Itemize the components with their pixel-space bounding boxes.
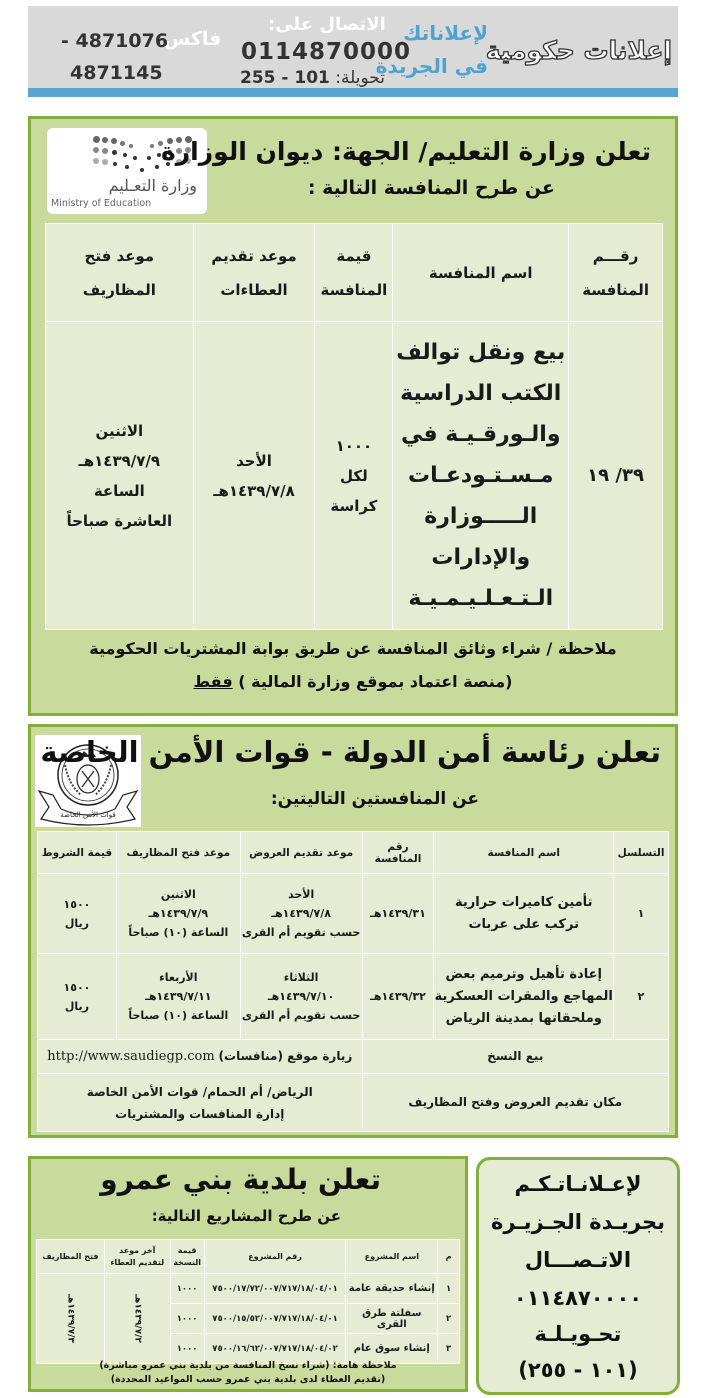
submission-day: الأحد [236,451,272,470]
ad-jazirah-promo [476,1157,680,1395]
submission-hijri-date: ١٤٣٩/٧/٨هـ [271,907,331,920]
ad-state-security [28,724,678,1138]
sequence: ١ [614,874,669,954]
copy-price: ١٠٠٠ [170,1304,204,1334]
extension-label: تحويلة: [335,68,385,88]
col-submission-date: موعد تقديم العروض [240,832,362,874]
value-unit: كراسة [330,496,378,515]
ad-bani-amr-municipality [28,1156,468,1392]
ad1-tender-table [45,223,663,630]
copies-sale-label: بيع النسخ [362,1040,669,1074]
tender-number: ٣٩/ ١٩ [569,322,663,630]
price-amount: ١٥٠٠ [63,980,91,994]
banner-title: إعلانات حكومية [485,36,672,65]
svg-text:قوات الأمن الخاصة: قوات الأمن الخاصة [60,811,116,819]
opening-day: الاثنين [160,888,196,901]
col-tender-number: رقم المنافسة [362,832,434,874]
visit-site-label: زيارة موقع (منافسات) [218,1049,353,1063]
fax-number-1: - 4871076 [61,30,169,52]
col-seq: م [438,1240,460,1274]
ad3-note-line2: (تقديم العطاء لدى بلدية بني عمرو حسب المواعيد المحددة) [110,1374,386,1385]
submission-date [193,322,315,630]
fax-label: فاكس [164,28,222,50]
header-banner [28,6,678,88]
project-number: ٧٥٠٠/١٦/٦٢/٠٠٧/٧١٧/١٨/٠٤/٠٢ [204,1334,346,1364]
contact-phone: 0114870000 [241,39,412,65]
ad1-title: تعلن وزارة التعليم/ الجهة: ديوان الوزارة [161,137,651,166]
extension-value: 255 - 101 [240,68,330,88]
banner-accent-stripe [28,88,678,97]
fax-number-2: 4871145 [70,62,163,84]
table-header-row [46,224,663,322]
location-row [38,1074,669,1132]
price-currency: ريال [64,916,90,930]
tender-value [315,322,393,630]
terms-price [38,874,117,954]
ad3-projects-table [36,1239,460,1364]
ad2-title: تعلن رئاسة أمن الدولة - قوات الأمن الخاصة [40,735,661,769]
name-line: المهاجع والمقرات العسكرية [434,988,613,1004]
table-row [38,874,669,954]
location-line1: الرياض/ أم الحمام/ قوات الأمن الخاصة [86,1084,313,1099]
col-submission-date: موعد تقديم العطاءات [193,224,315,322]
col-tender-value: قيمة المنافسة [315,224,393,322]
project-name: سفلتة طرق القرى [346,1304,438,1334]
banner-ads-line1: لإعلاناتك [403,21,488,45]
opening-hijri-date: ١٤٣٩/٧/١١هـ [145,990,212,1003]
value-amount: ١٠٠٠ [335,436,373,455]
opening-date [46,322,194,630]
seq: ١ [438,1274,460,1304]
copies-sale-value [38,1040,363,1074]
opening-time: الساعة (١٠) صباحاً [128,926,229,939]
opening-date: ١٤٣٩/٧/٣هـ [37,1274,105,1364]
ad1-subtitle: عن طرح المنافسة التالية : [307,177,555,199]
table-header-row [37,1240,460,1274]
promo-line-2: بجريـدة الجـزيـرة [491,1210,665,1234]
col-opening-date: موعد فتح المظاريف [116,832,240,874]
copies-sale-row [38,1040,669,1074]
col-opening: فتح المظاريف [37,1240,105,1274]
ad2-tender-table [37,831,669,1132]
col-sequence: التسلسل [614,832,669,874]
opening-date [116,954,240,1040]
table-header-row [38,832,669,874]
tender-name [434,954,614,1040]
promo-line-3: الاتـصـــال [524,1248,632,1272]
promo-extension: (١٠١ - ٢٥٥) [518,1358,638,1382]
banner-ads-line2: في الجريدة [375,54,488,78]
col-deadline: آخر موعد لتقديم العطاء [104,1240,170,1274]
opening-hijri-date: ١٤٣٩/٧/٩هـ [148,907,209,920]
project-number: ٧٥٠٠/١٧/٧٢/٠٠٧/٧١٧/١٨/٠٤/٠١ [204,1274,346,1304]
submission-date [240,874,362,954]
table-row [46,322,663,630]
ad3-title: تعلن بلدية بني عمرو [100,1163,381,1196]
seq: ٢ [438,1304,460,1334]
contact-label: الاتصال على: [268,14,386,35]
table-row [38,954,669,1040]
opening-time: العاشرة صباحاً [66,511,173,530]
ad1-note-line1: ملاحظة / شراء وثائق المنافسة عن طريق بوابة المشتريات الحكومية [89,639,617,658]
col-project-number: رقم المشروع [204,1240,346,1274]
table-row [37,1274,460,1304]
value-per: لكل [340,466,368,485]
copy-price: ١٠٠٠ [170,1274,204,1304]
submission-day: الثلاثاء [283,971,319,984]
name-line: تأمين كاميرات حرارية [455,894,593,910]
terms-price [38,954,117,1040]
ad3-subtitle: عن طرح المشاريع التالية: [151,1207,341,1225]
project-name: إنشاء سوق عام [346,1334,438,1364]
opening-day: الاثنين [95,421,144,440]
calendar-note: حسب تقويم أم القرى [241,1009,361,1022]
opening-day: الأربعاء [159,971,198,984]
price-amount: ١٥٠٠ [63,897,91,911]
col-tender-name: اسم المنافسة [434,832,614,874]
col-terms-price: قيمة الشروط [38,832,117,874]
deadline-date: ١٤٣٩/٧/٢هـ [104,1274,170,1364]
col-tender-number: رقـــم المنافسة [569,224,663,322]
submission-day: الأحد [287,888,315,901]
submission-hijri-date: ١٤٣٩/٧/١٠هـ [267,990,335,1003]
opening-hijri-date: ١٤٣٩/٧/٩هـ [78,451,161,470]
saudiegp-link[interactable]: http://www.saudiegp.com [47,1049,215,1064]
location-line2: إدارة المنافسات والمشتريات [115,1106,285,1121]
note-underlined: فقط [193,672,233,691]
ad2-subtitle: عن المنافستين التاليتين: [270,789,479,809]
promo-line-1: لإعـلانـاتـكـم [514,1172,642,1196]
opening-time: الساعة (١٠) صباحاً [128,1009,229,1022]
ad-ministry-of-education [28,116,678,716]
submission-date [240,954,362,1040]
col-copy-price: قيمة النسخة [170,1240,204,1274]
promo-line-5: تحـويـلـة [534,1322,622,1346]
price-currency: ريال [64,999,90,1013]
copy-price: ١٠٠٠ [170,1334,204,1364]
tender-name [434,874,614,954]
promo-phone: ٠١١٤٨٧٠٠٠٠ [513,1286,643,1310]
note-main: (منصة اعتماد بموقع وزارة المالية ) [232,672,513,691]
name-line: إعادة تأهيل وترميم بعض [445,966,602,982]
name-line: وملحقاتها بمدينة الرياض [445,1010,602,1026]
logo-english-text: Ministry of Education [51,198,152,209]
col-opening-date: موعد فتح المظاريف [46,224,194,322]
tender-number: ١٤٣٩/٣١هـ [362,874,434,954]
ad1-note-line2 [31,672,675,691]
tender-name: بيع ونقل توالف الكتب الدراسية والـورقـيـة في مـسـتـودعـات الـــــوزارة والإدارات الـتـعـلـيـمـيـة [393,322,569,630]
ad3-note-line1: ملاحظة هامة: (شراء نسخ المنافسة من بلدية بني عمرو مباشرة) [99,1360,397,1371]
logo-arabic-text: وزارة التعـليم [108,176,197,195]
calendar-note: حسب تقويم أم القرى [241,926,361,939]
location-value [38,1074,363,1132]
col-project-name: اسم المشروع [346,1240,438,1274]
seq: ٣ [438,1334,460,1364]
tender-number: ١٤٣٩/٣٢هـ [362,954,434,1040]
col-tender-name: اسم المنافسة [393,224,569,322]
extension [240,68,385,88]
opening-date [116,874,240,954]
location-label: مكان تقديم العروض وفتح المظاريف [362,1074,669,1132]
submission-hijri-date: ١٤٣٩/٧/٨هـ [213,481,295,500]
opening-time-label: الساعة [93,481,145,500]
sequence: ٢ [614,954,669,1040]
name-line: تركب على عربات [468,916,579,932]
project-number: ٧٥٠٠/١٥/٥٢/٠٠٧/٧١٧/١٨/٠٤/٠١ [204,1304,346,1334]
project-name: إنشاء حديقة عامة [346,1274,438,1304]
